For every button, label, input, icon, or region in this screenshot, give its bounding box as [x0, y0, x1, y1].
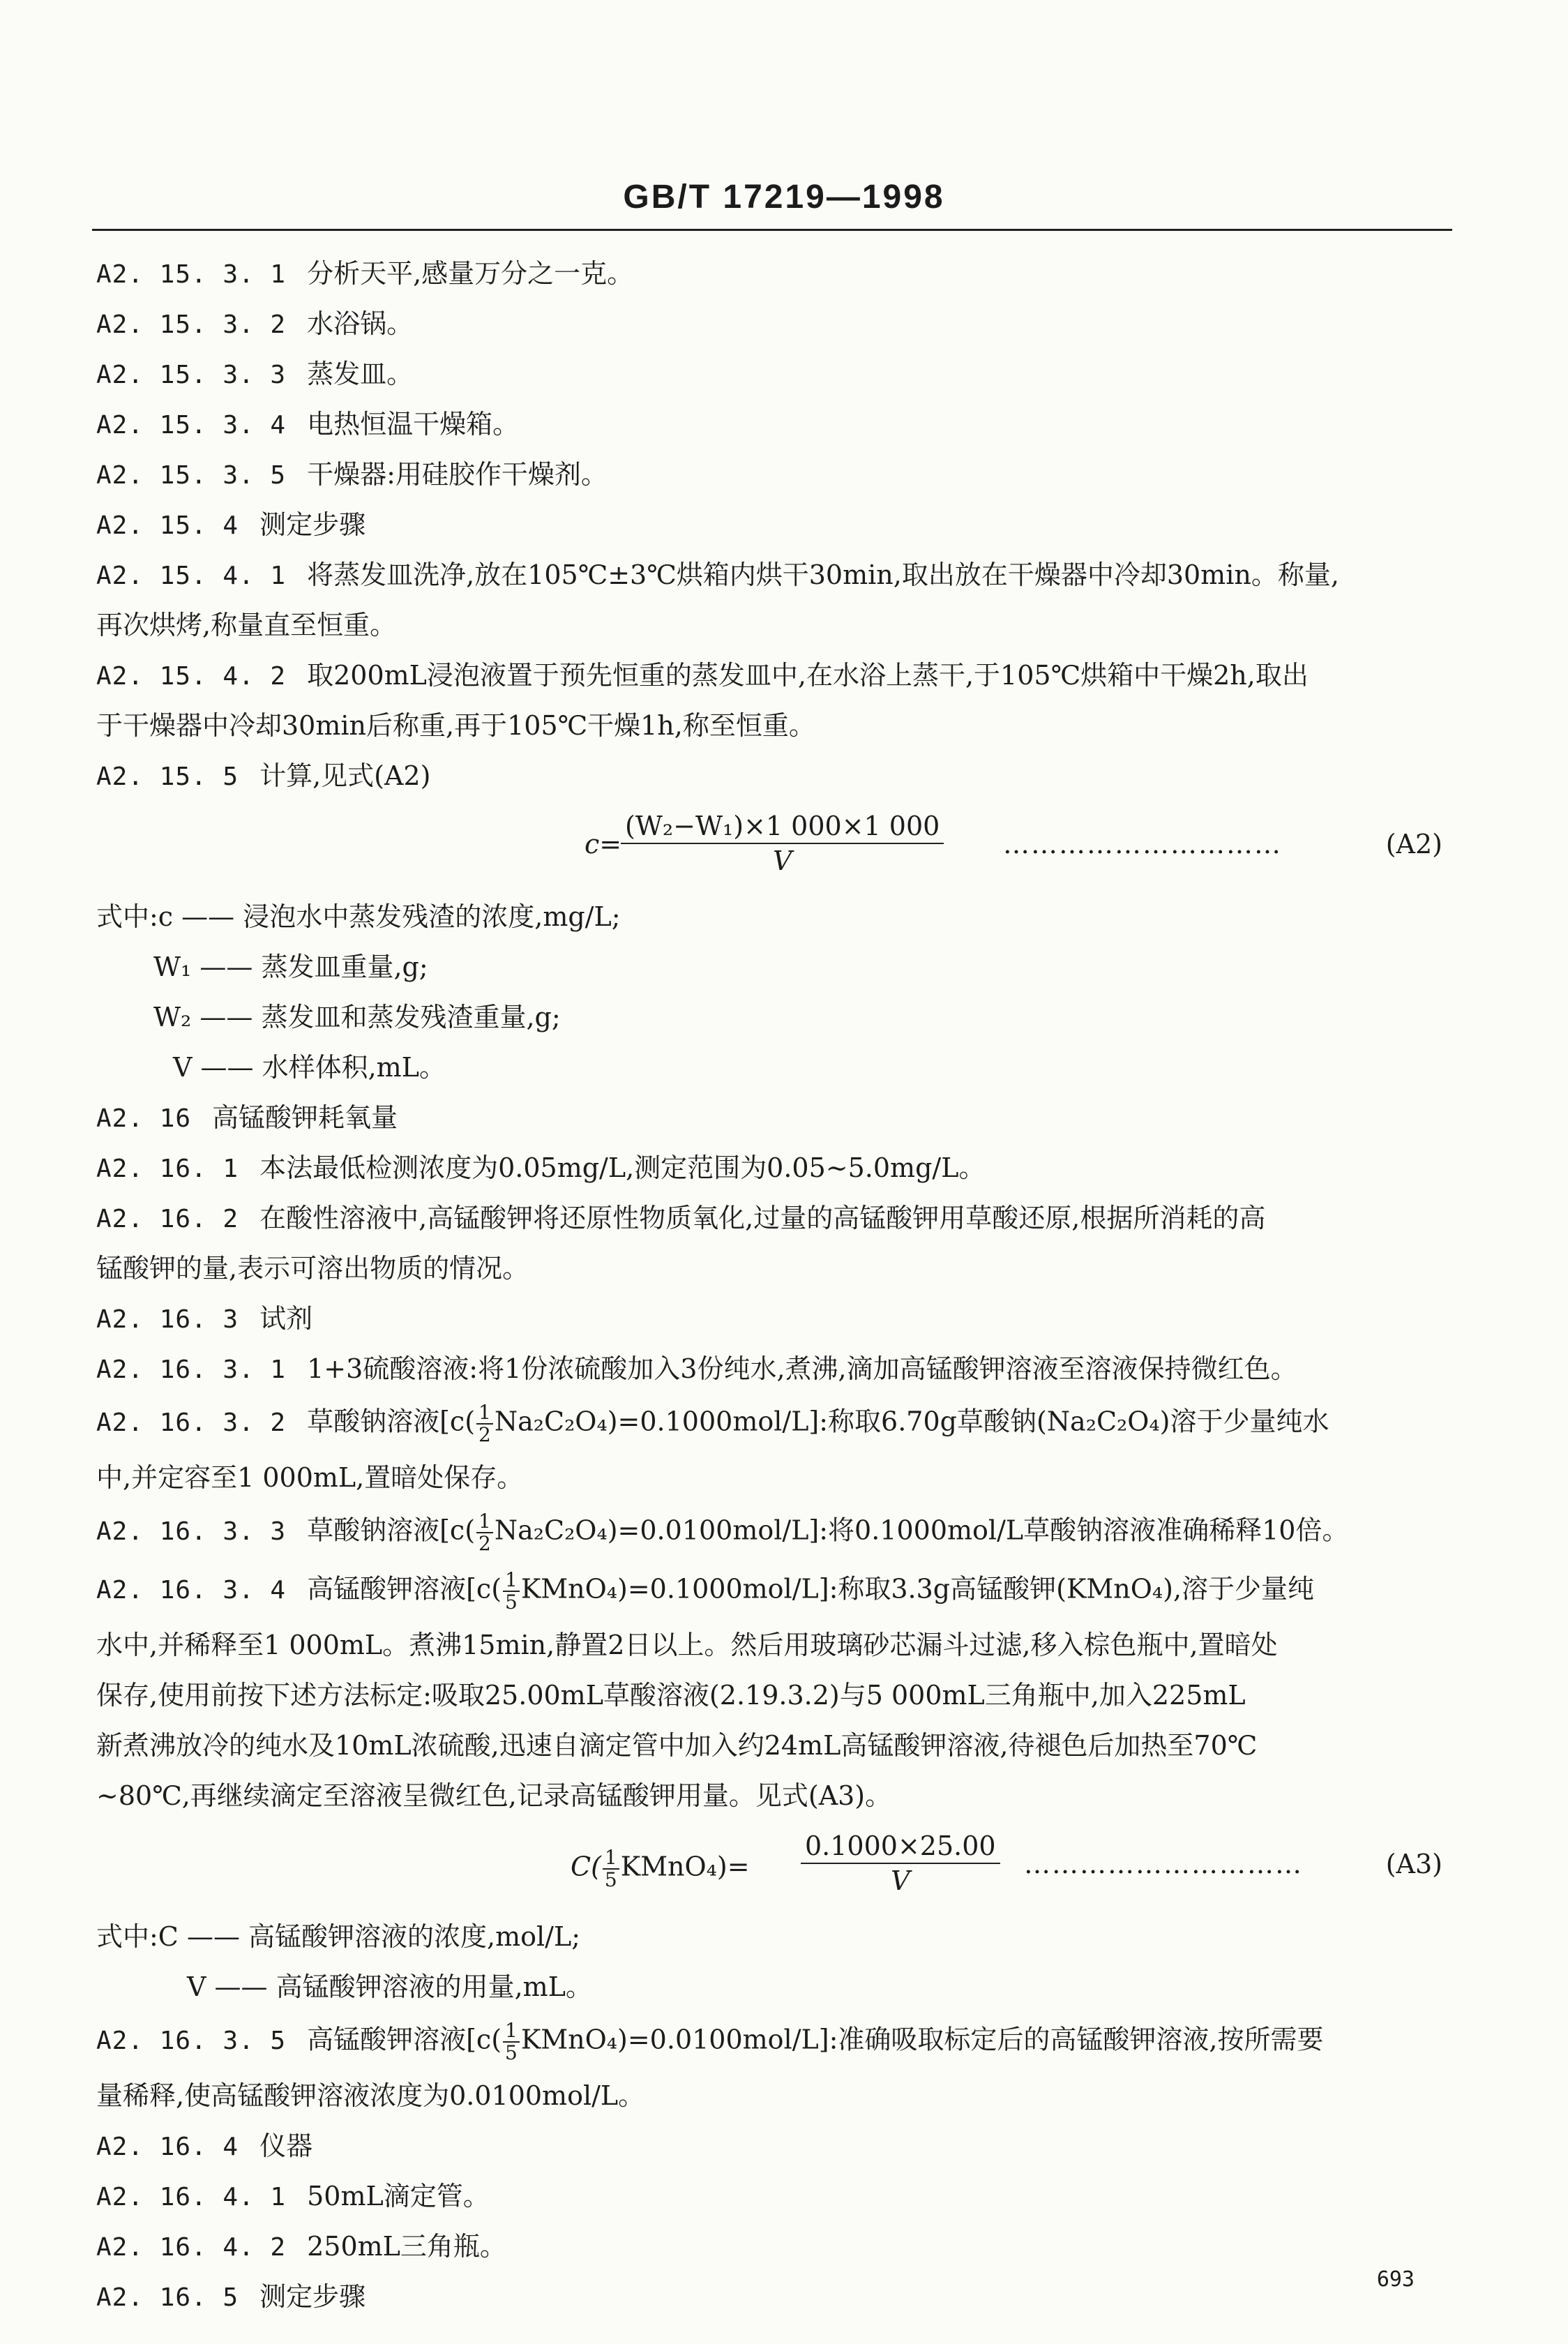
document-body: [96, 257, 1456, 2330]
document-header: GB/T 17219—1998: [623, 179, 945, 216]
clause-a2-16-4-1: A2. 16. 4. 1 50mL滴定管。: [96, 2181, 490, 2211]
fraction-half: $\frac{1}{2}$: [476, 1511, 493, 1554]
formula-a3-fraction: [801, 1829, 1000, 1898]
header-rule: [92, 229, 1452, 231]
clause-a2-16: A2. 16 高锰酸钾耗氧量: [96, 1102, 398, 1133]
clause-a2-16-3-4: A2. 16. 3. 4 高锰酸钾溶液[c( $\frac{1}{5}$ KMnO₄)=0.1000mol/L]:称取3.3g高锰酸钾(KMnO₄),溶于少量纯 水中,并稀释至1 000mL。煮沸15min,静置2日以上。然后用玻璃砂芯漏斗过滤,移入棕色瓶中,置暗处 保存,使用前按下述方法标定:吸取25.00mL草酸溶液(2.19.3.2)与5 000mL三角瓶中,加入225mL 新煮沸放冷的纯水及10mL浓硫酸,迅速自滴定管中加入约24mL高锰酸钾溶液,待褪色后加热至70℃ ~80℃,再继续滴定至溶液呈微红色,记录高锰酸钾用量。见式(A3)。: [96, 1568, 1315, 1811]
clause-a2-15-3-5: A2. 15. 3. 5 干燥器:用硅胶作干燥剂。: [96, 459, 608, 490]
formula-a2: [96, 809, 1456, 886]
def-a3-v: V —— 高锰酸钾溶液的用量,mL。: [187, 1971, 592, 2002]
formula-a3-denominator: V: [891, 1865, 910, 1896]
def-a2-v: V —— 水样体积,mL。: [173, 1052, 446, 1083]
clause-a2-15-4-1: A2. 15. 4. 1 将蒸发皿洗净,放在105℃±3℃烘箱内烘干30min,取出放在干燥器中冷却30min。称量, 再次烘烤,称量直至恒重。: [96, 559, 1339, 640]
def-a2-c: 式中:c —— 浸泡水中蒸发残渣的浓度,mg/L;: [96, 901, 621, 932]
clause-a2-16-4: A2. 16. 4 仪器: [96, 2131, 313, 2161]
def-a3-c: 式中:C —— 高锰酸钾溶液的浓度,mol/L;: [96, 1921, 581, 1952]
formula-a3: [96, 1829, 1456, 1906]
clause-a2-16-3: A2. 16. 3 试剂: [96, 1303, 313, 1334]
clause-a2-15-3-3: A2. 15. 3. 3 蒸发皿。: [96, 359, 414, 389]
clause-a2-16-4-2: A2. 16. 4. 2 250mL三角瓶。: [96, 2231, 506, 2262]
clause-a2-16-5: A2. 16. 5 测定步骤: [96, 2281, 366, 2312]
clause-a2-15-4-2: A2. 15. 4. 2 取200mL浸泡液置于预先恒重的蒸发皿中,在水浴上蒸干,于105℃烘箱中干燥2h,取出 于干燥器中冷却30min后称重,再于105℃干燥1h,称至恒重。: [96, 660, 1309, 741]
formula-a2-number: (A2): [1385, 829, 1442, 859]
clause-a2-15-4: A2. 15. 4 测定步骤: [96, 509, 366, 540]
formula-a3-number: (A3): [1385, 1849, 1442, 1879]
clause-a2-15-3-4: A2. 15. 3. 4 电热恒温干燥箱。: [96, 409, 520, 440]
def-a2-w1: W₁ —— 蒸发皿重量,g;: [153, 952, 428, 982]
fraction-fifth: $\frac{1}{5}$: [603, 1847, 619, 1891]
page-number: 693: [1376, 2267, 1415, 2292]
formula-a3-leader: …………………………: [1024, 1849, 1303, 1879]
clause-a2-16-1: A2. 16. 1 本法最低检测浓度为0.05mg/L,测定范围为0.05~5.0mg/L。: [96, 1152, 986, 1183]
clause-a2-15-3-2: A2. 15. 3. 2 水浴锅。: [96, 308, 414, 339]
clause-a2-16-3-1: A2. 16. 3. 1 1+3硫酸溶液:将1份浓硫酸加入3份纯水,煮沸,滴加高锰酸钾溶液至溶液保持微红色。: [96, 1353, 1297, 1384]
clause-a2-15-5: A2. 15. 5 计算,见式(A2): [96, 760, 431, 791]
clause-a2-15-3-1: A2. 15. 3. 1 分析天平,感量万分之一克。: [96, 258, 634, 289]
fraction-half: $\frac{1}{2}$: [476, 1402, 493, 1445]
formula-a2-numerator: (W₂−W₁)×1 000×1 000: [621, 809, 944, 844]
clause-a2-16-2: A2. 16. 2 在酸性溶液中,高锰酸钾将还原性物质氧化,过量的高锰酸钾用草酸还原,根据所消耗的高 锰酸钾的量,表示可溶出物质的情况。: [96, 1203, 1266, 1284]
formula-a2-lhs: c=: [585, 829, 622, 859]
formula-a2-denominator: V: [772, 846, 792, 876]
formula-a3-numerator: 0.1000×25.00: [801, 1829, 1000, 1864]
def-a2-w2: W₂ —— 蒸发皿和蒸发残渣重量,g;: [153, 1002, 561, 1032]
formula-a2-leader: …………………………: [1003, 829, 1282, 859]
formula-a2-fraction: [621, 809, 944, 878]
clause-a2-16-3-3: A2. 16. 3. 3 草酸钠溶液[c( $\frac{1}{2}$ Na₂C₂O₄)=0.0100mol/L]:将0.1000mol/L草酸钠溶液准确稀释10倍。: [96, 1510, 1349, 1555]
fraction-fifth: $\frac{1}{5}$: [503, 2020, 520, 2064]
clause-a2-16-3-2: A2. 16. 3. 2 草酸钠溶液[c( $\frac{1}{2}$ Na₂C₂O₄)=0.1000mol/L]:称取6.70g草酸钠(Na₂C₂O₄)溶于少量纯水 中,并定容至1 000mL,置暗处保存。: [96, 1401, 1329, 1493]
fraction-fifth: $\frac{1}{5}$: [503, 1570, 520, 1613]
formula-a3-lhs: C( $\frac{1}{5}$ KMnO₄)=: [571, 1846, 750, 1891]
clause-a2-16-3-5: A2. 16. 3. 5 高锰酸钾溶液[c( $\frac{1}{5}$ KMnO₄)=0.0100mol/L]:准确吸取标定后的高锰酸钾溶液,按所需要 量稀释,使高锰酸钾溶液浓度为0.0100mol/L。: [96, 2019, 1324, 2111]
